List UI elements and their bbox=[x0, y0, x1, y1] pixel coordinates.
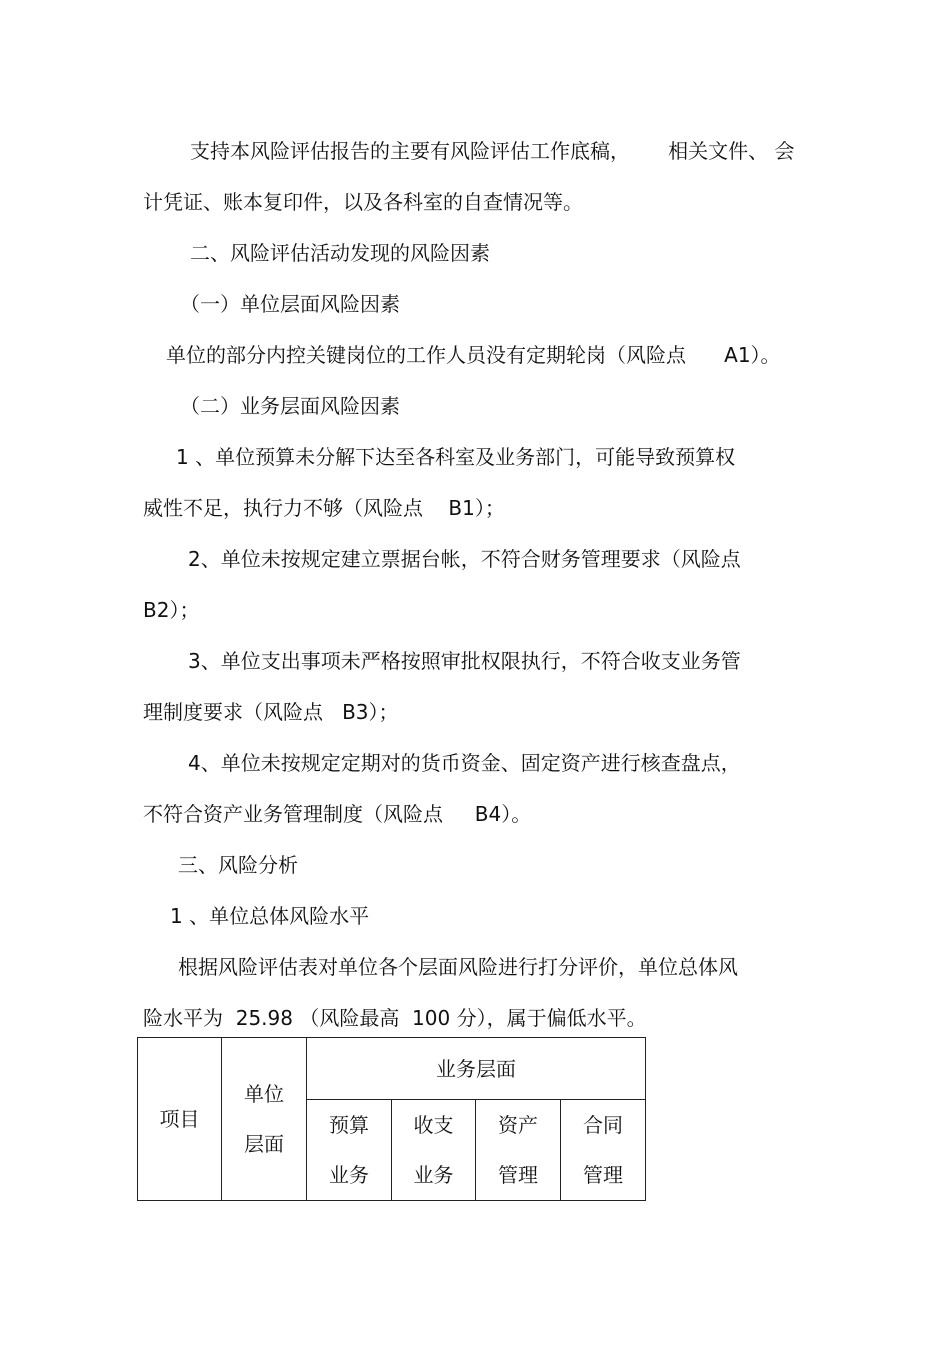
risk-score-table bbox=[137, 1037, 646, 1201]
subsection-heading: （一）单位层面风险因素 bbox=[180, 292, 400, 316]
item-header-cell: 项目 bbox=[138, 1038, 222, 1201]
paragraph-line: 计凭证、账本复印件，以及各科室的自查情况等。 bbox=[143, 190, 583, 214]
header-line: 管理 bbox=[498, 1163, 538, 1187]
budget-business-header-cell bbox=[307, 1100, 392, 1201]
header-line: 预算 bbox=[329, 1113, 369, 1137]
header-line: 收支 bbox=[413, 1113, 454, 1137]
header-line: 合同 bbox=[583, 1113, 623, 1137]
paragraph-line: 支持本风险评估报告的主要有风险评估工作底稿， 相关文件、 会 bbox=[190, 139, 795, 163]
header-line: 业务 bbox=[413, 1163, 454, 1187]
header-line: 管理 bbox=[583, 1163, 623, 1187]
unit-level-line: 层面 bbox=[244, 1132, 284, 1156]
paragraph-line: 不符合资产业务管理制度（风险点 B4）。 bbox=[143, 802, 532, 826]
section-heading: 二、风险评估活动发现的风险因素 bbox=[190, 241, 490, 265]
subsection-heading: 1 、单位总体风险水平 bbox=[170, 904, 370, 928]
paragraph-line: 2、单位未按规定建立票据台帐，不符合财务管理要求（风险点 bbox=[188, 547, 741, 571]
unit-level-header-cell bbox=[222, 1038, 307, 1201]
contract-management-header-cell bbox=[561, 1100, 646, 1201]
paragraph-line: 威性不足，执行力不够（风险点 B1）； bbox=[143, 496, 505, 520]
unit-level-line: 单位 bbox=[244, 1082, 284, 1106]
paragraph-line: 4、单位未按规定定期对的货币资金、固定资产进行核查盘点， bbox=[188, 751, 741, 775]
paragraph-line: 1 、单位预算未分解下达至各科室及业务部门，可能导致预算权 bbox=[176, 445, 736, 469]
revenue-expense-header-cell bbox=[392, 1100, 476, 1201]
subsection-heading: （二）业务层面风险因素 bbox=[180, 394, 400, 418]
header-line: 资产 bbox=[498, 1113, 538, 1137]
paragraph-line: 单位的部分内控关键岗位的工作人员没有定期轮岗（风险点 A1）。 bbox=[166, 343, 781, 367]
section-heading: 三、风险分析 bbox=[178, 853, 298, 877]
header-line: 业务 bbox=[329, 1163, 369, 1187]
paragraph-line: 3、单位支出事项未严格按照审批权限执行，不符合收支业务管 bbox=[188, 649, 741, 673]
paragraph-line: 根据风险评估表对单位各个层面风险进行打分评价，单位总体风 bbox=[178, 955, 738, 979]
asset-management-header-cell bbox=[476, 1100, 561, 1201]
business-level-header-cell: 业务层面 bbox=[307, 1038, 646, 1100]
paragraph-line: B2）； bbox=[143, 598, 200, 622]
paragraph-line: 理制度要求（风险点 B3）； bbox=[143, 700, 399, 724]
paragraph-line: 险水平为 25.98 （风险最高 100 分），属于偏低水平。 bbox=[143, 1006, 647, 1030]
